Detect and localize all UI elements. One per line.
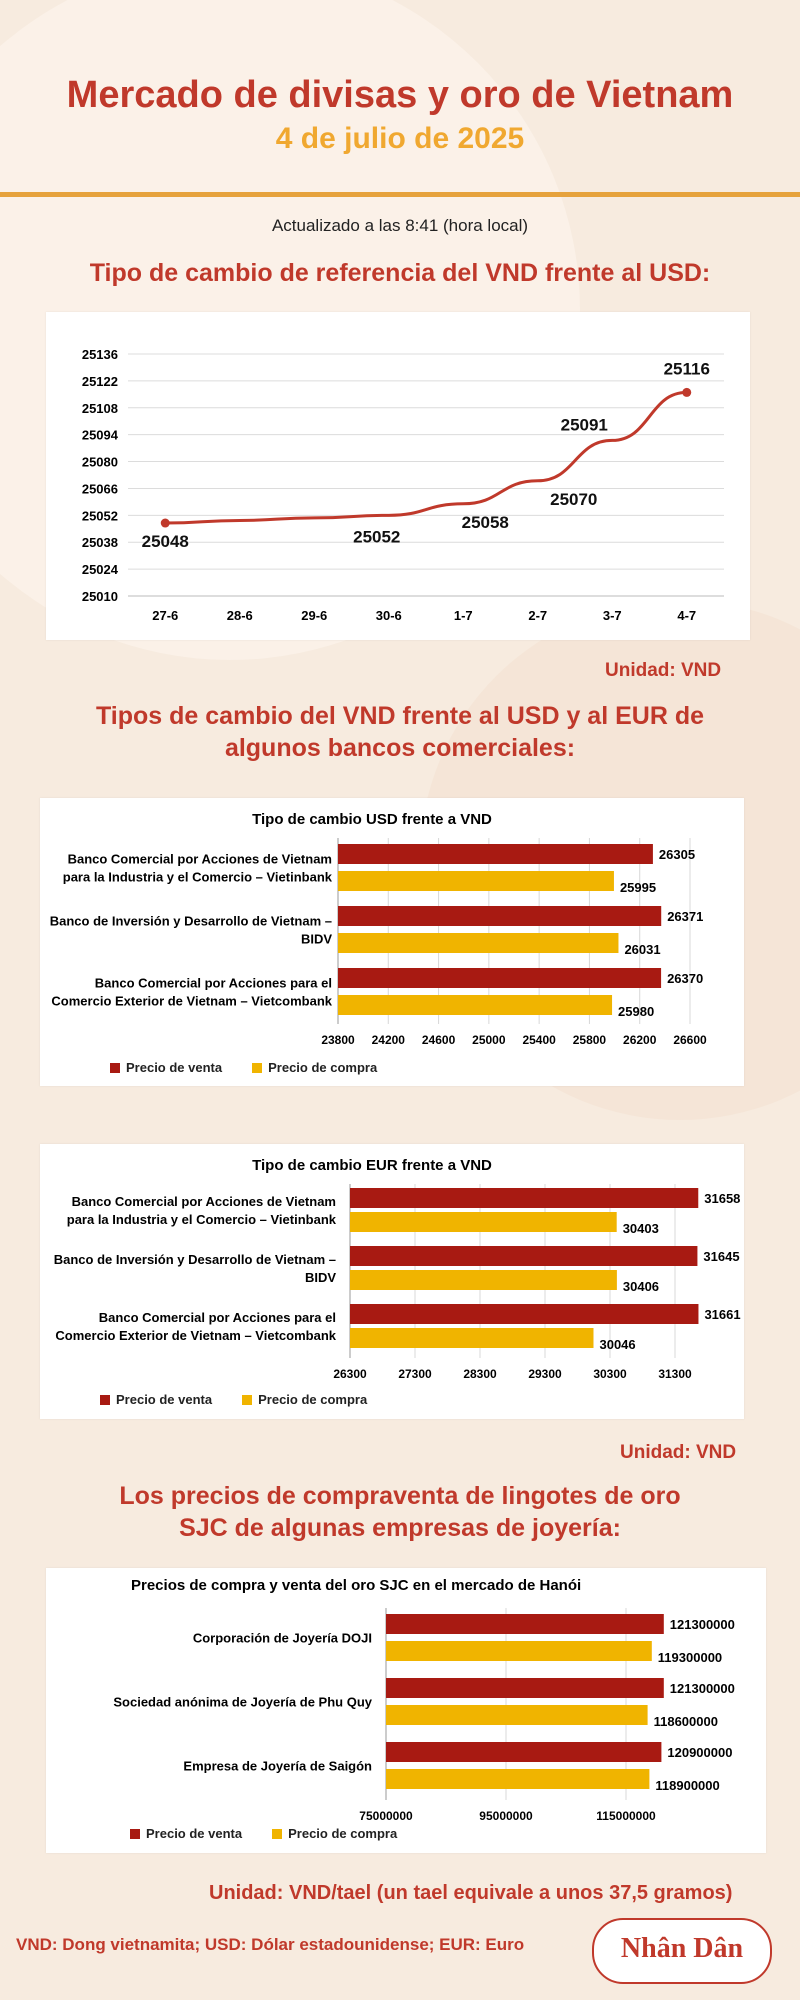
x-tick-label: 26300 — [333, 1367, 367, 1381]
legend-label-buy: Precio de compra — [258, 1392, 368, 1407]
eur-rate-bar-chart — [40, 1144, 744, 1419]
category-label: Corporación de Joyería DOJI — [192, 1630, 372, 1646]
gold-heading-line2: SJC de algunas empresas de joyería: — [179, 1514, 621, 1542]
legend-swatch-buy — [272, 1829, 282, 1839]
buy-bar — [386, 1641, 652, 1661]
category-label: BIDV — [300, 931, 332, 947]
data-label: 26370 — [667, 971, 704, 986]
legend-label-sell: Precio de venta — [146, 1826, 243, 1841]
legend — [110, 1060, 377, 1075]
data-label: 25048 — [141, 532, 189, 552]
legend — [100, 1392, 367, 1407]
x-tick-label: 29300 — [528, 1367, 562, 1381]
sell-bar — [350, 1246, 697, 1266]
x-tick-label: 1-7 — [453, 608, 473, 623]
data-label: 31645 — [703, 1249, 740, 1264]
x-tick-label: 24600 — [421, 1033, 456, 1047]
reference-rate-chart-card — [46, 312, 750, 640]
buy-bar — [338, 871, 614, 891]
gold-price-chart-card — [46, 1568, 766, 1853]
x-tick-label: 30-6 — [375, 608, 402, 623]
category-label: Banco Comercial por Acciones de Vietnam — [67, 851, 332, 867]
x-tick-label: 25400 — [522, 1033, 556, 1047]
category-label: Empresa de Joyería de Saigón — [183, 1758, 372, 1774]
legend-swatch-sell — [100, 1395, 110, 1405]
page-date: 4 de julio de 2025 — [275, 122, 525, 155]
chart-title: Tipo de cambio USD frente a VND — [252, 811, 492, 828]
category-label: Banco Comercial por Acciones para el — [98, 1310, 336, 1325]
usd-rate-bar-chart — [40, 798, 744, 1086]
x-tick-label: 30300 — [593, 1367, 627, 1381]
legend-swatch-buy — [252, 1063, 262, 1073]
buy-bar — [386, 1769, 649, 1789]
eur-rate-chart-card — [40, 1144, 744, 1419]
y-tick-label: 25094 — [81, 427, 118, 443]
y-tick-label: 25010 — [81, 589, 118, 604]
buy-bar — [338, 995, 612, 1015]
data-label: 31661 — [704, 1307, 741, 1322]
data-label: 118600000 — [653, 1714, 718, 1729]
y-tick-label: 25122 — [81, 373, 118, 389]
data-label: 30046 — [599, 1337, 636, 1352]
x-tick-label: 115000000 — [596, 1809, 656, 1823]
category-label: BIDV — [304, 1270, 336, 1285]
legend-label-sell: Precio de venta — [116, 1392, 213, 1407]
category-label: Banco de Inversión y Desarrollo de Vietnam – — [49, 913, 332, 929]
x-tick-label: 28300 — [463, 1367, 497, 1381]
data-label: 31658 — [704, 1191, 741, 1206]
category-label: Sociedad anónima de Joyería de Phu Quy — [113, 1694, 372, 1710]
legend-label-sell: Precio de venta — [126, 1060, 223, 1075]
x-tick-label: 28-6 — [226, 608, 253, 623]
y-tick-label: 25038 — [81, 535, 118, 551]
gold-heading-line1: Los precios de compraventa de lingotes de oro — [119, 1482, 681, 1510]
sell-bar — [338, 968, 661, 988]
legend-swatch-buy — [242, 1395, 252, 1405]
sell-bar — [350, 1188, 698, 1208]
category-label: Banco de Inversión y Desarrollo de Vietnam – — [53, 1252, 336, 1267]
x-tick-label: 29-6 — [301, 608, 328, 623]
series-line — [165, 392, 687, 523]
y-tick-label: 25108 — [81, 400, 118, 416]
data-label: 121300000 — [669, 1617, 735, 1632]
chart-title: Precios de compra y venta del oro SJC en el mercado de Hanói — [131, 1577, 582, 1594]
data-label: 30406 — [622, 1279, 660, 1294]
x-tick-label: 75000000 — [359, 1809, 413, 1823]
buy-bar — [350, 1212, 617, 1232]
data-label: 30403 — [622, 1221, 659, 1236]
abbreviations-note: VND: Dong vietnamita; USD: Dólar estadounidense; EUR: Euro — [16, 1935, 525, 1954]
buy-bar — [350, 1270, 617, 1290]
sell-bar — [386, 1614, 664, 1634]
data-label: 118900000 — [655, 1778, 720, 1793]
data-label: 26371 — [667, 909, 704, 924]
x-tick-label: 23800 — [321, 1033, 355, 1047]
category-label: Comercio Exterior de Vietnam – Vietcombank — [55, 1328, 336, 1343]
usd-rate-chart-card — [40, 798, 744, 1086]
x-tick-label: 26600 — [673, 1033, 707, 1047]
data-label: 26031 — [624, 942, 661, 957]
data-label: 120900000 — [667, 1745, 733, 1760]
gold-price-bar-chart — [46, 1568, 766, 1853]
x-tick-label: 27-6 — [152, 608, 179, 623]
x-tick-label: 24200 — [371, 1033, 405, 1047]
category-label: Comercio Exterior de Vietnam – Vietcombank — [51, 993, 332, 1009]
x-tick-label: 4-7 — [677, 608, 697, 623]
x-tick-label: 95000000 — [479, 1809, 533, 1823]
data-label: 119300000 — [657, 1650, 723, 1665]
nhan-dan-logo: Nhân Dân — [592, 1918, 772, 1984]
y-tick-label: 25080 — [81, 454, 118, 470]
gold-unit-label: Unidad: VND/tael (un tael equivale a unos 37,5 gramos) — [209, 1882, 733, 1904]
buy-bar — [350, 1328, 593, 1348]
divider — [0, 192, 800, 197]
sell-bar — [338, 906, 661, 926]
unit-label: Unidad: VND — [620, 1442, 737, 1463]
reference-rate-heading: Tipo de cambio de referencia del VND frente al USD: — [89, 259, 711, 287]
y-tick-label: 25024 — [81, 562, 118, 578]
banks-heading-line1: Tipos de cambio del VND frente al USD y al EUR de — [95, 702, 705, 730]
reference-rate-line-chart — [46, 312, 750, 640]
chart-title: Tipo de cambio EUR frente a VND — [252, 1157, 492, 1174]
data-label: 121300000 — [669, 1681, 735, 1696]
sell-bar — [386, 1742, 661, 1762]
sell-bar — [350, 1304, 698, 1324]
updated-time: Actualizado a las 8:41 (hora local) — [271, 216, 529, 235]
data-label: 26305 — [658, 847, 696, 862]
legend-swatch-sell — [110, 1063, 120, 1073]
banks-heading-line2: algunos bancos comerciales: — [224, 734, 576, 762]
category-label: para la Industria y el Comercio – Vietinbank — [66, 1212, 336, 1227]
x-tick-label: 27300 — [398, 1367, 432, 1381]
page-title: Mercado de divisas y oro de Vietnam — [66, 74, 734, 116]
sell-bar — [386, 1678, 664, 1698]
x-tick-label: 2-7 — [528, 608, 548, 623]
category-label: para la Industria y el Comercio – Vietinbank — [62, 869, 332, 885]
x-tick-label: 26200 — [623, 1033, 657, 1047]
x-tick-label: 25800 — [572, 1033, 607, 1047]
data-label: 25980 — [618, 1004, 655, 1019]
legend-label-buy: Precio de compra — [288, 1826, 398, 1841]
legend-label-buy: Precio de compra — [268, 1060, 378, 1075]
y-tick-label: 25052 — [81, 508, 118, 524]
buy-bar — [338, 933, 618, 953]
buy-bar — [386, 1705, 648, 1725]
data-label: 25058 — [461, 512, 509, 532]
legend — [130, 1826, 397, 1841]
category-label: Banco Comercial por Acciones para el — [94, 975, 332, 991]
category-label: Banco Comercial por Acciones de Vietnam — [71, 1194, 336, 1209]
data-label: 25070 — [550, 489, 598, 509]
data-label: 25995 — [619, 880, 657, 895]
data-point — [682, 388, 691, 397]
sell-bar — [338, 844, 653, 864]
data-label: 25116 — [663, 359, 710, 379]
x-tick-label: 25000 — [472, 1033, 506, 1047]
y-tick-label: 25136 — [81, 347, 118, 362]
unit-label: Unidad: VND — [605, 660, 722, 681]
x-tick-label: 31300 — [658, 1367, 692, 1381]
x-tick-label: 3-7 — [602, 608, 622, 623]
data-label: 25052 — [353, 527, 401, 547]
y-tick-label: 25066 — [81, 481, 118, 497]
data-point — [161, 519, 170, 528]
legend-swatch-sell — [130, 1829, 140, 1839]
data-label: 25091 — [560, 415, 608, 435]
